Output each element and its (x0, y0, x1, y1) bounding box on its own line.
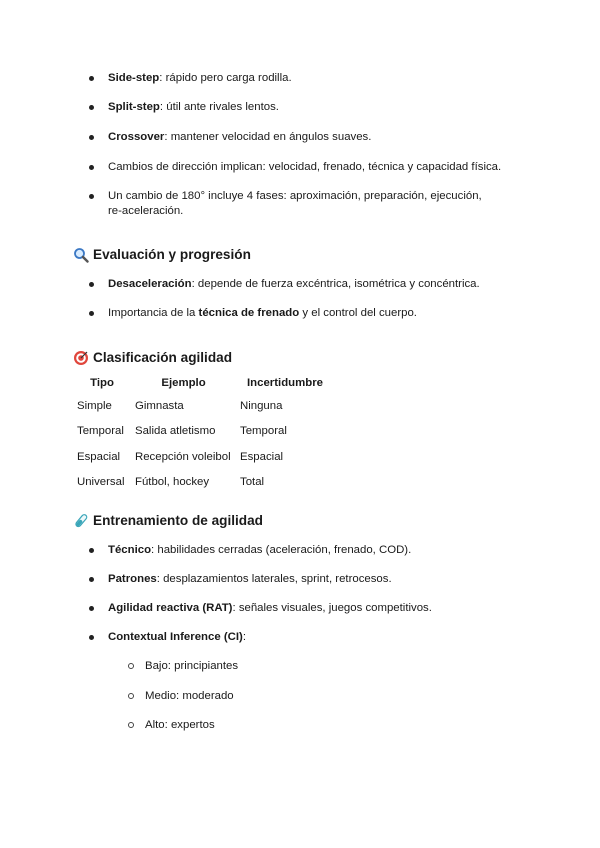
cell-incertidumbre: Espacial (240, 450, 284, 463)
cell-incertidumbre: Ninguna (240, 399, 283, 412)
bullet-dot (89, 282, 94, 287)
col-ejemplo: Ejemplo (161, 377, 206, 389)
term-bold: Contextual Inference (CI) (108, 631, 243, 643)
bullet-dot (89, 105, 94, 110)
heading-entrenamiento (73, 512, 263, 530)
bullet-dot (89, 194, 94, 199)
cell-tipo: Universal (77, 476, 125, 489)
cell-tipo: Espacial (77, 450, 121, 463)
col-tipo: Tipo (90, 377, 114, 389)
term-desc: : depende de fuerza excéntrica, isométrica y concéntrica. (191, 278, 480, 290)
sub-bullet-circle (128, 693, 134, 699)
table-row (73, 419, 334, 445)
term-bold: Split-step (108, 101, 160, 113)
cell-incertidumbre: Temporal (240, 425, 287, 438)
heading-clasificacion (73, 349, 232, 367)
term-bold: Patrones (108, 573, 157, 585)
term-desc: : desplazamientos laterales, sprint, retrocesos. (156, 573, 392, 585)
term-desc: : mantener velocidad en ángulos suaves. (164, 131, 372, 143)
term-desc: y el control del cuerpo. (299, 307, 417, 319)
bullet-dot (89, 577, 94, 582)
test-tube-icon (73, 513, 89, 529)
target-icon (73, 350, 89, 366)
sub-bullet-circle (128, 663, 134, 669)
heading-text: Evaluación y progresión (93, 247, 251, 262)
term-desc: : (242, 631, 246, 643)
term-bold: Técnico (108, 544, 152, 556)
bullet-text: Cambios de dirección implican: velocidad, frenado, técnica y capacidad física. (108, 161, 502, 173)
table-row (73, 393, 334, 419)
bullet-dot (89, 165, 94, 170)
term-desc: : rápido pero carga rodilla. (159, 72, 292, 84)
sub-bullet-text: Alto: expertos (145, 719, 215, 731)
table-row (73, 444, 334, 470)
heading-text: Clasificación agilidad (93, 350, 232, 365)
bullet-text: Un cambio de 180° incluye 4 fases: aproximación, preparación, ejecución, re-aceleración. (108, 190, 482, 217)
heading-text: Entrenamiento de agilidad (93, 513, 263, 528)
cell-ejemplo: Fútbol, hockey (135, 476, 210, 489)
term-desc: : habilidades cerradas (aceleración, frenado, COD). (151, 544, 412, 556)
heading-evaluacion (73, 246, 251, 264)
cell-ejemplo: Salida atletismo (135, 425, 216, 438)
bullet-dot (89, 548, 94, 553)
bullet-dot (89, 606, 94, 611)
table-row (73, 470, 334, 496)
table-header-row (73, 373, 334, 393)
cell-tipo: Simple (77, 399, 112, 412)
term-bold: técnica de frenado (198, 307, 300, 319)
term-desc: : útil ante rivales lentos. (159, 101, 279, 113)
cell-ejemplo: Gimnasta (135, 399, 184, 412)
cell-tipo: Temporal (77, 425, 124, 438)
sub-bullet-circle (128, 722, 134, 728)
bullet-dot (89, 311, 94, 316)
bullet-dot (89, 635, 94, 640)
term-pre: Importancia de la (108, 307, 199, 319)
term-bold: Side-step (108, 72, 160, 84)
agility-table (73, 373, 334, 495)
sub-bullet-text: Bajo: principiantes (145, 660, 239, 672)
term-desc: : señales visuales, juegos competitivos. (232, 602, 432, 614)
sub-bullet-text: Medio: moderado (145, 690, 234, 702)
term-bold: Crossover (108, 131, 165, 143)
bullet-dot (89, 76, 94, 81)
term-bold: Agilidad reactiva (RAT) (108, 602, 233, 614)
term-bold: Desaceleración (108, 278, 192, 290)
col-incertidumbre: Incertidumbre (247, 377, 323, 389)
cell-ejemplo: Recepción voleibol (135, 450, 231, 463)
cell-incertidumbre: Total (240, 476, 265, 489)
magnifier-icon (73, 247, 89, 263)
bullet-dot (89, 135, 94, 140)
